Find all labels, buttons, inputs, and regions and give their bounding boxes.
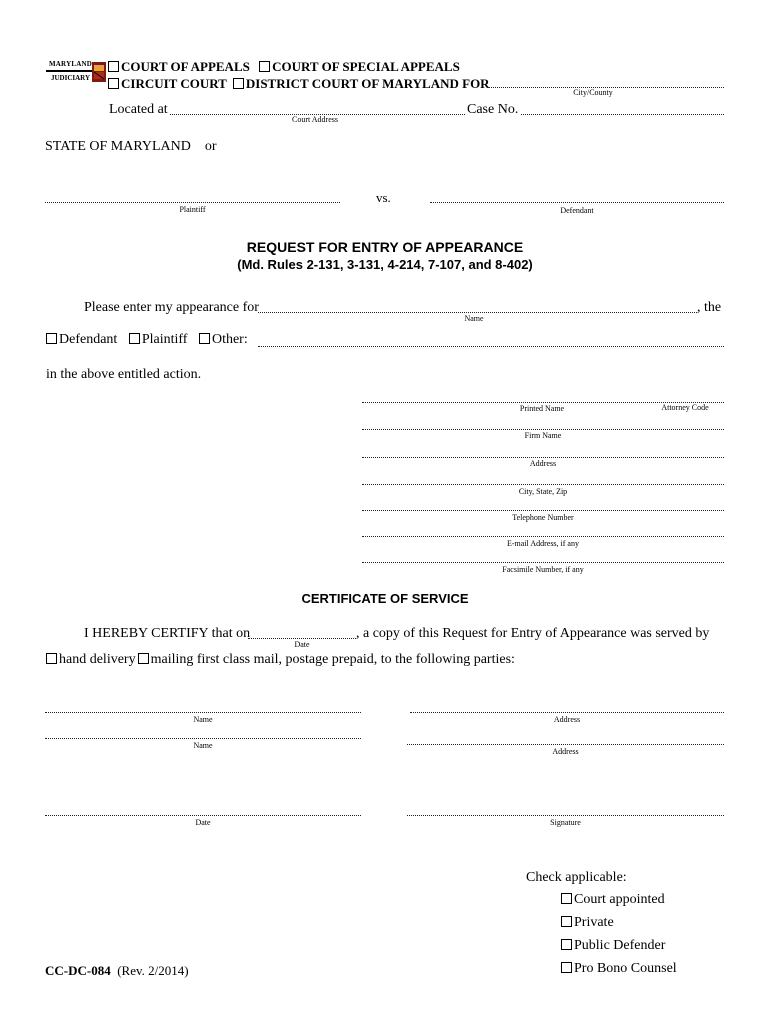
private-checkbox[interactable] [561,916,572,927]
form-title: REQUEST FOR ENTRY OF APPEARANCE [246,239,524,255]
defendant-label: Defendant [59,332,118,347]
defendant-checkbox[interactable] [46,333,57,344]
party-address-2-field[interactable] [407,744,724,745]
court-of-appeals-checkbox[interactable] [108,61,119,72]
firm-name-caption: Firm Name [524,431,562,440]
the-label: , the [697,300,722,315]
telephone-field[interactable] [362,510,724,511]
attorney-address-caption: Address [529,459,557,468]
certify-date-caption: Date [294,640,310,649]
circuit-court-label: CIRCUIT COURT [121,76,227,91]
pro-bono-checkbox[interactable] [561,962,572,973]
district-court-checkbox[interactable] [233,78,244,89]
maryland-judiciary-logo [46,60,106,86]
party-name-1-caption: Name [193,715,213,724]
service-date-caption: Date [195,818,211,827]
state-of-maryland-label [45,139,217,155]
party-name-2-caption: Name [193,741,213,750]
hand-delivery-checkbox[interactable] [46,653,57,664]
service-method-row [46,652,515,668]
form-code: CC-DC-084 [45,963,111,978]
mailing-checkbox[interactable] [138,653,149,664]
court-address-caption: Court Address [292,115,338,124]
mailing-label: mailing first class mail, postage prepaid, to the following parties: [150,652,515,667]
service-date-field[interactable] [45,815,361,816]
court-of-appeals-label: COURT OF APPEALS [121,59,250,74]
plaintiff-label: Plaintiff [141,332,188,347]
hand-delivery-label: hand delivery [59,652,136,667]
court-appointed-option [561,892,665,908]
attorney-address-field[interactable] [362,457,724,458]
court-of-special-appeals-label: COURT OF SPECIAL APPEALS [272,59,460,74]
certify-date-field[interactable] [248,638,356,639]
form-number [45,963,189,979]
district-court-label: DISTRICT COURT OF MARYLAND FOR [245,76,490,91]
court-of-special-appeals-checkbox[interactable] [259,61,270,72]
attorney-code-caption: Attorney Code [661,403,709,412]
defendant-caption: Defendant [560,206,594,215]
appearance-name-caption: Name [464,314,484,323]
plaintiff-checkbox[interactable] [129,333,140,344]
party-name-1-field[interactable] [45,712,361,713]
pro-bono-label: Pro Bono Counsel [574,961,677,976]
signature-caption: Signature [550,818,581,827]
public-defender-option [561,938,665,954]
printed-name-caption: Printed Name [519,404,565,413]
plaintiff-field[interactable] [45,202,340,203]
fax-caption: Facsimile Number, if any [502,565,584,574]
logo-gavel-bar [46,70,92,72]
other-label: Other: [211,332,248,347]
email-field[interactable] [362,536,724,537]
party-name-2-field[interactable] [45,738,361,739]
circuit-court-checkbox[interactable] [108,78,119,89]
public-defender-checkbox[interactable] [561,939,572,950]
city-state-zip-field[interactable] [362,484,724,485]
city-state-zip-caption: City, State, Zip [518,487,568,496]
form-revision: (Rev. 2/2014) [117,963,189,978]
court-appointed-label: Court appointed [574,892,665,907]
signature-field[interactable] [407,815,724,816]
appearance-name-field[interactable] [258,312,697,313]
party-address-2-caption: Address [552,747,579,756]
copy-served-text: , a copy of this Request for Entry of Appearance was served by [356,626,710,641]
pro-bono-option [561,961,677,977]
other-checkbox[interactable] [199,333,210,344]
please-enter-label: Please enter my appearance for [84,300,259,315]
email-caption: E-mail Address, if any [507,539,579,548]
firm-name-field[interactable] [362,429,724,430]
vs-label: vs. [376,190,391,205]
private-label: Private [574,915,614,930]
maryland-seal-icon [92,62,106,82]
defendant-field[interactable] [430,202,724,203]
certificate-heading: CERTIFICATE OF SERVICE [301,591,469,606]
city-county-caption: City/County [573,88,613,97]
form-rules: (Md. Rules 2-131, 3-131, 4-214, 7-107, and 8-402) [237,257,533,272]
party-type-row [46,332,248,348]
party-address-1-caption: Address [553,715,581,724]
case-no-label: Case No. [467,102,519,117]
certify-label: I HEREBY CERTIFY that on [84,626,251,641]
check-applicable-heading: Check applicable: [526,870,627,885]
party-address-1-field[interactable] [410,712,724,713]
other-field[interactable] [258,346,724,347]
plaintiff-caption: Plaintiff [179,205,206,214]
case-no-field[interactable] [521,114,724,115]
above-action-label: in the above entitled action. [46,367,202,382]
fax-field[interactable] [362,562,724,563]
court-row-1 [108,59,460,75]
state-text: STATE OF MARYLAND [45,139,191,154]
logo-text-maryland: MARYLAND [49,60,92,68]
public-defender-label: Public Defender [574,938,666,953]
logo-text-judiciary: JUDICIARY [51,74,91,82]
or-text: or [204,139,217,154]
court-appointed-checkbox[interactable] [561,893,572,904]
court-row-2 [108,76,490,92]
private-option [561,915,614,931]
telephone-caption: Telephone Number [512,513,574,522]
located-at-label: Located at [109,102,168,117]
